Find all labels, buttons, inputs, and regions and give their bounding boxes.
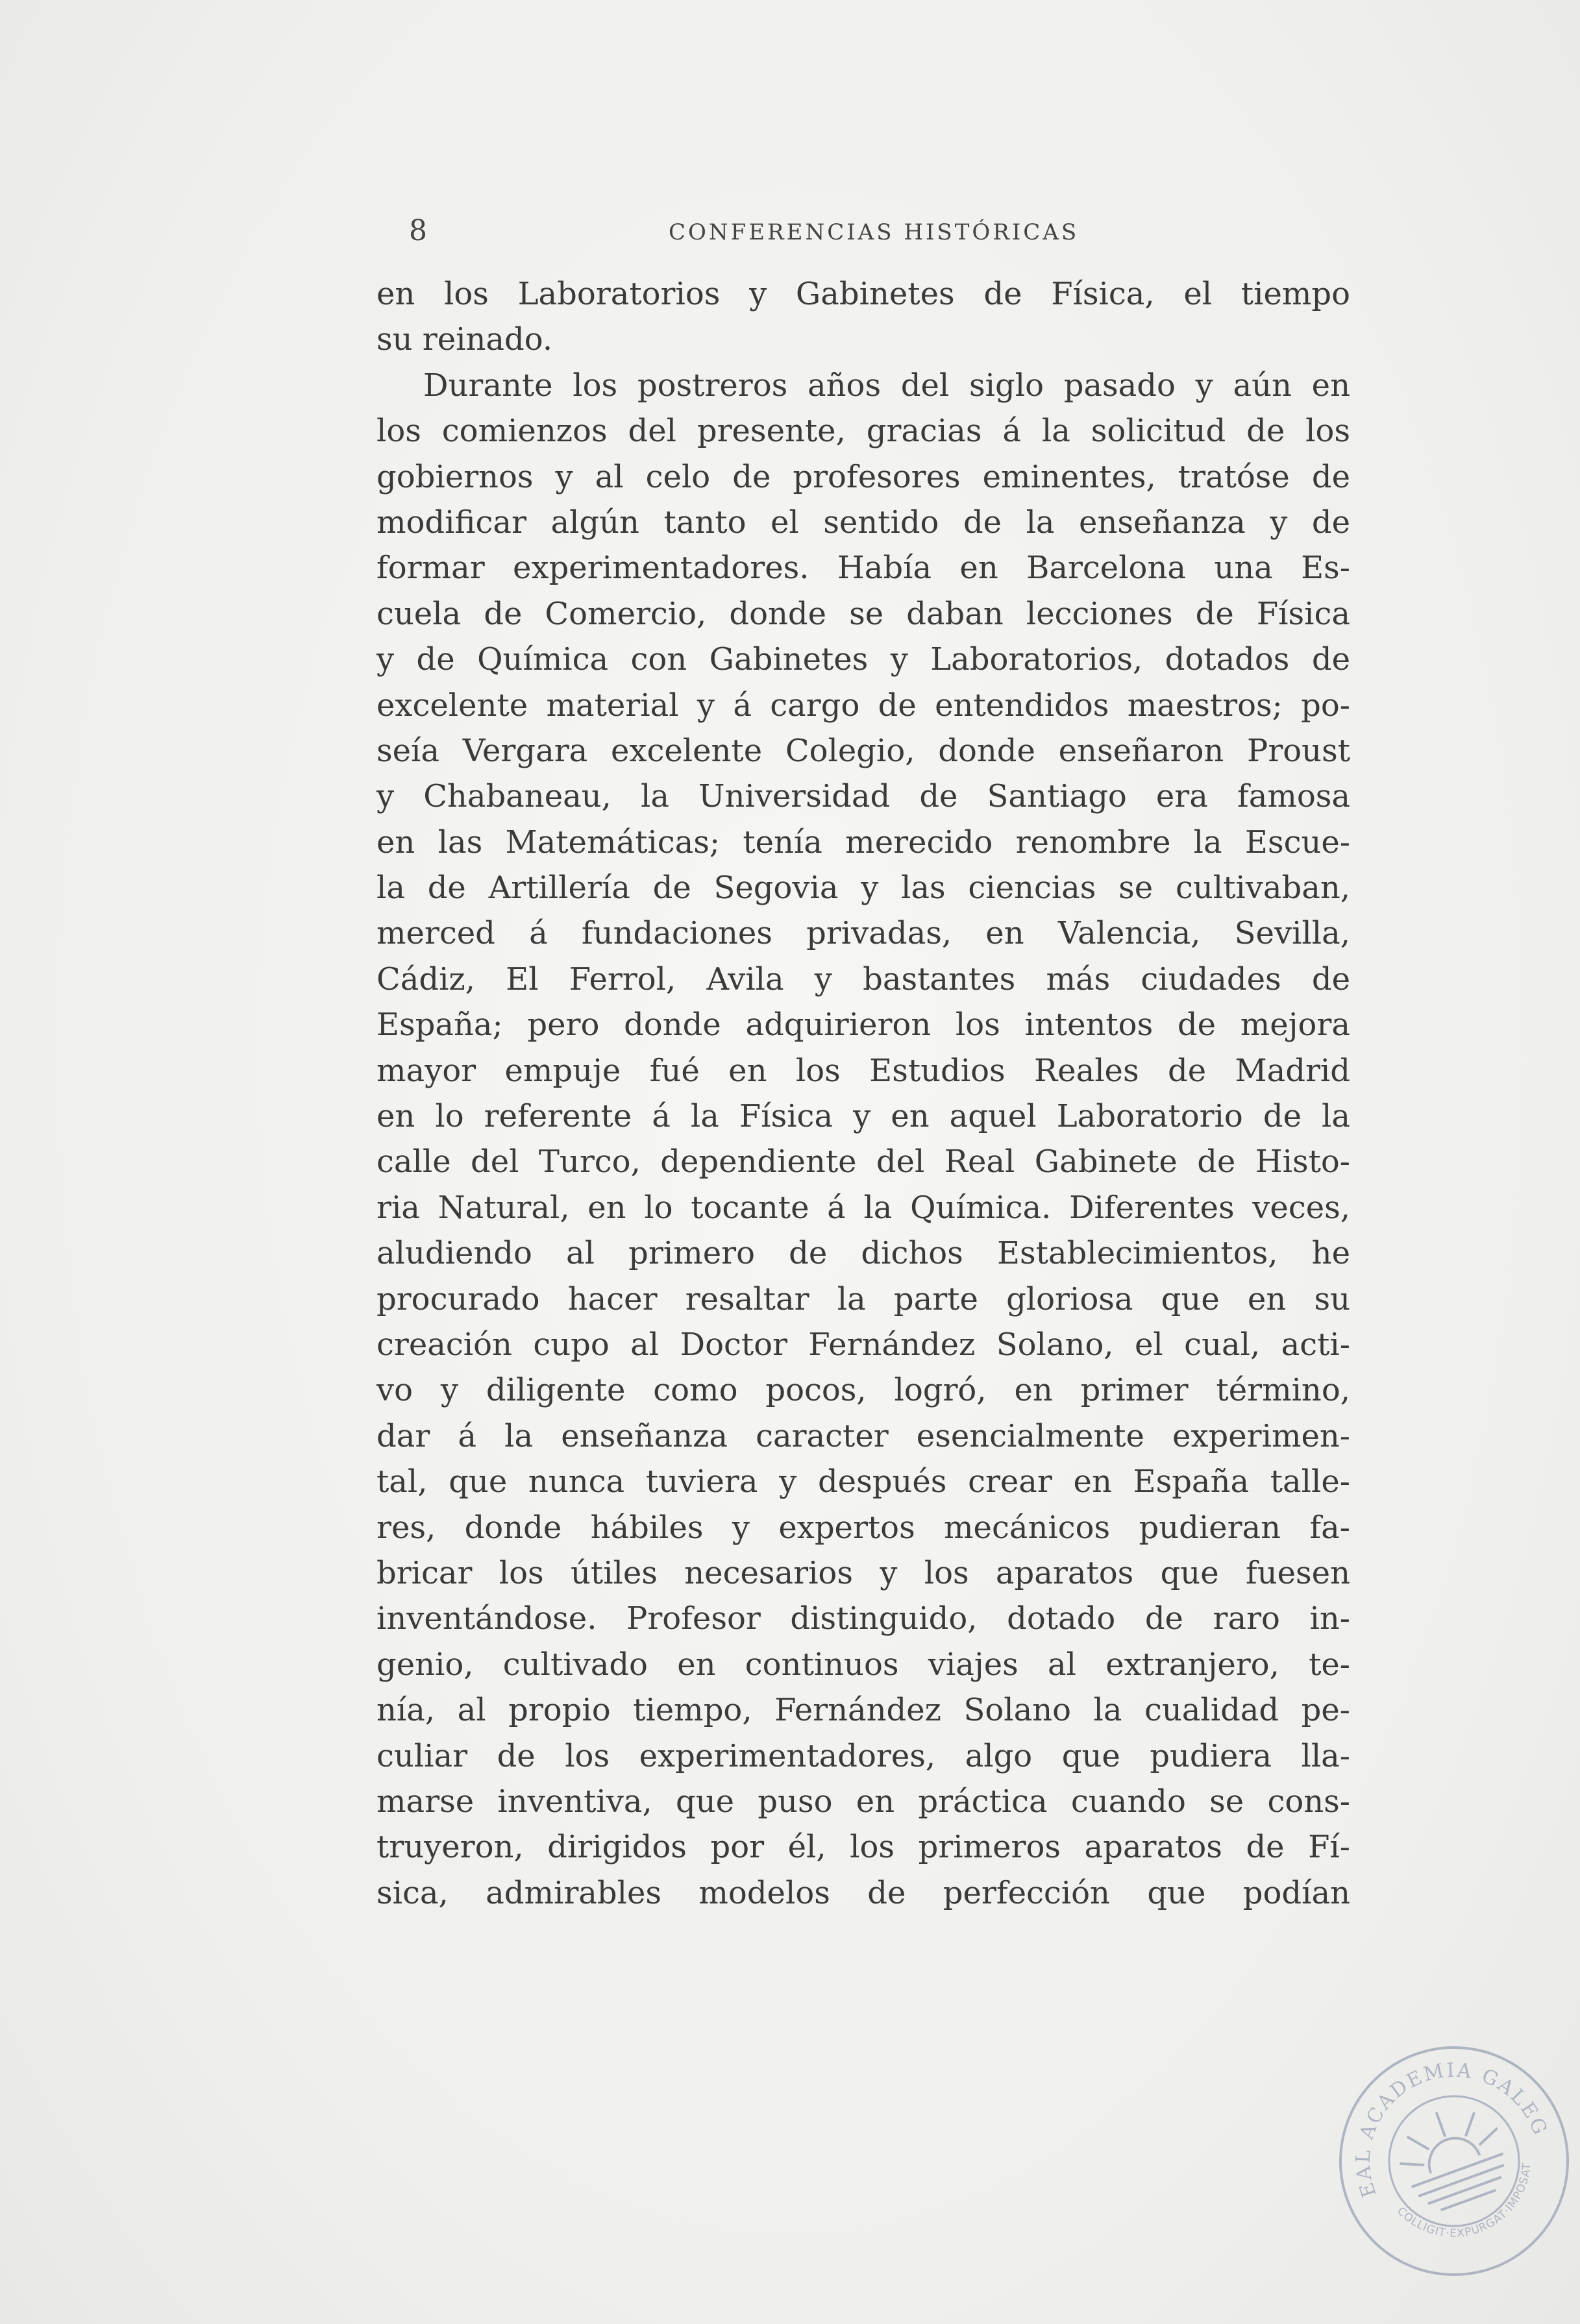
text-line: Cádiz, El Ferrol, Avila y bastantes más ciudades de <box>376 960 1350 997</box>
page-number: 8 <box>409 214 427 247</box>
body-text <box>376 271 1350 1916</box>
text-line: modificar algún tanto el sentido de la enseñanza y de <box>376 504 1350 541</box>
text-line: en los Laboratorios y Gabinetes de Física, el tiempo <box>376 276 1350 312</box>
text-line: gobiernos y al celo de profesores eminentes, tratóse de <box>376 458 1350 495</box>
text-line: bricar los útiles necesarios y los aparatos que fuesen <box>376 1554 1350 1591</box>
text-line: dar á la enseñanza caracter esencialmente experimen- <box>376 1417 1350 1454</box>
text-line: la de Artillería de Segovia y las ciencias se cultivaban, <box>376 870 1350 907</box>
library-seal-stamp <box>1331 2038 1577 2284</box>
text-line: en las Matemáticas; tenía merecido renombre la Escue- <box>376 824 1350 861</box>
text-line: y Chabaneau, la Universidad de Santiago era famosa <box>376 778 1350 815</box>
text-line: genio, cultivado en continuos viajes al extranjero, te- <box>376 1646 1350 1683</box>
text-line: cuela de Comercio, donde se daban lecciones de Física <box>376 595 1350 632</box>
text-line: procurado hacer resaltar la parte gloriosa que en su <box>376 1280 1350 1317</box>
text-line: creación cupo al Doctor Fernández Solano, el cual, acti- <box>376 1326 1350 1363</box>
text-line: Durante los postreros años del siglo pasado y aún en <box>423 367 1350 404</box>
text-line: nía, al propio tiempo, Fernández Solano la cualidad pe- <box>376 1692 1350 1729</box>
seal-top-text: REAL ACADEMIA GALEGA <box>1352 2059 1552 2201</box>
text-line: vo y diligente como pocos, logró, en primer término, <box>376 1372 1350 1409</box>
running-title: CONFERENCIAS HISTÓRICAS <box>669 219 1080 245</box>
seal-bottom-text: COLLIGIT·EXPURGAT·IMPOSAT <box>1394 2162 1534 2240</box>
text-line: marse inventiva, que puso en práctica cuando se cons- <box>376 1783 1350 1820</box>
text-line: aludiendo al primero de dichos Establecimientos, he <box>376 1235 1350 1272</box>
running-head <box>409 214 1350 253</box>
text-line: tal, que nunca tuviera y después crear en España talle- <box>376 1463 1350 1500</box>
text-line: sica, admirables modelos de perfección que podían <box>376 1874 1350 1911</box>
text-line: su reinado. <box>376 321 553 358</box>
text-line: excelente material y á cargo de entendidos maestros; po- <box>376 687 1350 724</box>
text-line: formar experimentadores. Había en Barcelona una Es- <box>376 550 1350 587</box>
text-line: truyeron, dirigidos por él, los primeros aparatos de Fí- <box>376 1829 1350 1866</box>
text-line: mayor empuje fué en los Estudios Reales de Madrid <box>376 1052 1350 1089</box>
text-line: España; pero donde adquirieron los intentos de mejora <box>376 1007 1350 1044</box>
text-line: y de Química con Gabinetes y Laboratorios, dotados de <box>376 641 1350 678</box>
text-line: seía Vergara excelente Colegio, donde enseñaron Proust <box>376 732 1350 769</box>
text-line: calle del Turco, dependiente del Real Gabinete de Histo- <box>376 1144 1350 1180</box>
text-line: los comienzos del presente, gracias á la solicitud de los <box>376 413 1350 450</box>
text-line: culiar de los experimentadores, algo que pudiera lla- <box>376 1737 1350 1774</box>
text-line: inventándose. Profesor distinguido, dotado de raro in- <box>376 1600 1350 1637</box>
text-line: en lo referente á la Física y en aquel Laboratorio de la <box>376 1098 1350 1135</box>
text-line: res, donde hábiles y expertos mecánicos pudieran fa- <box>376 1509 1350 1546</box>
text-line: merced á fundaciones privadas, en Valencia, Sevilla, <box>376 915 1350 952</box>
text-line: ria Natural, en lo tocante á la Química. Diferentes veces, <box>376 1189 1350 1226</box>
